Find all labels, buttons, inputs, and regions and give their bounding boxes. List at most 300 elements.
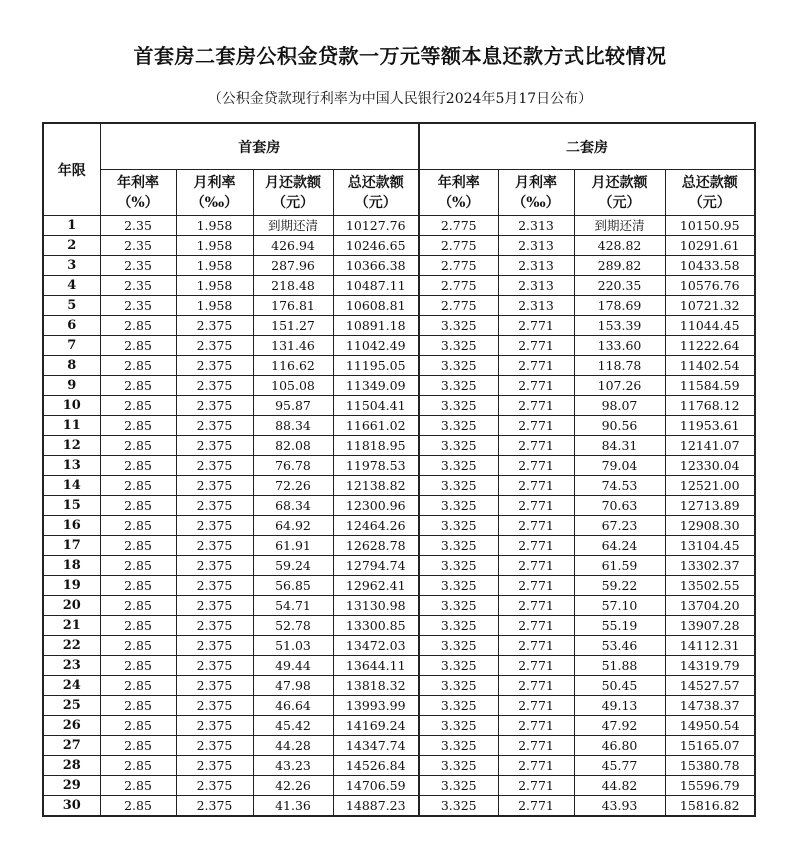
second-annual-rate-header: 年利率 （%）	[419, 170, 498, 216]
first-monthly-payment-cell: 52.78	[253, 616, 333, 636]
first-monthly-rate-cell: 2.375	[176, 356, 253, 376]
table-row	[43, 316, 755, 336]
second-annual-rate-cell: 3.325	[419, 596, 498, 616]
second-monthly-rate-cell: 2.771	[498, 316, 574, 336]
first-monthly-payment-cell: 59.24	[253, 556, 333, 576]
second-total-payment-cell: 12521.00	[665, 476, 755, 496]
first-annual-rate-header: 年利率 （%）	[100, 170, 176, 216]
second-monthly-rate-cell: 2.771	[498, 716, 574, 736]
second-annual-rate-cell: 3.325	[419, 736, 498, 756]
second-total-payment-cell: 14527.57	[665, 676, 755, 696]
second-annual-rate-cell: 2.775	[419, 276, 498, 296]
year-cell: 19	[43, 576, 100, 596]
second-monthly-payment-header: 月还款额 （元）	[574, 170, 665, 216]
year-cell: 30	[43, 796, 100, 817]
second-annual-rate-cell: 3.325	[419, 396, 498, 416]
table-row	[43, 256, 755, 276]
year-cell: 21	[43, 616, 100, 636]
second-total-payment-cell: 15596.79	[665, 776, 755, 796]
year-cell: 2	[43, 236, 100, 256]
first-annual-rate-cell: 2.85	[100, 456, 176, 476]
second-total-payment-cell: 10576.76	[665, 276, 755, 296]
second-total-payment-cell: 12713.89	[665, 496, 755, 516]
second-monthly-rate-cell: 2.771	[498, 676, 574, 696]
table-body	[43, 216, 755, 817]
first-total-payment-cell: 13993.99	[333, 696, 419, 716]
second-monthly-rate-cell: 2.771	[498, 496, 574, 516]
second-monthly-payment-cell: 107.26	[574, 376, 665, 396]
first-monthly-rate-cell: 2.375	[176, 696, 253, 716]
first-monthly-rate-cell: 2.375	[176, 676, 253, 696]
year-cell: 18	[43, 556, 100, 576]
first-monthly-payment-cell: 56.85	[253, 576, 333, 596]
first-total-payment-cell: 11042.49	[333, 336, 419, 356]
table-row	[43, 796, 755, 817]
first-total-payment-cell: 14347.74	[333, 736, 419, 756]
second-annual-rate-cell: 3.325	[419, 316, 498, 336]
first-monthly-payment-cell: 82.08	[253, 436, 333, 456]
table-row	[43, 736, 755, 756]
year-cell: 27	[43, 736, 100, 756]
table-row	[43, 436, 755, 456]
first-total-payment-cell: 10246.65	[333, 236, 419, 256]
second-annual-rate-cell: 3.325	[419, 676, 498, 696]
second-monthly-payment-cell: 133.60	[574, 336, 665, 356]
table-row	[43, 616, 755, 636]
first-monthly-rate-cell: 2.375	[176, 456, 253, 476]
second-annual-rate-cell: 3.325	[419, 416, 498, 436]
first-annual-rate-cell: 2.85	[100, 316, 176, 336]
first-monthly-rate-cell: 1.958	[176, 256, 253, 276]
table-row	[43, 396, 755, 416]
first-monthly-rate-cell: 1.958	[176, 276, 253, 296]
second-monthly-payment-cell: 55.19	[574, 616, 665, 636]
first-monthly-rate-cell: 2.375	[176, 756, 253, 776]
second-annual-rate-cell: 3.325	[419, 776, 498, 796]
second-monthly-payment-cell: 59.22	[574, 576, 665, 596]
second-annual-rate-cell: 3.325	[419, 636, 498, 656]
first-total-payment-cell: 12464.26	[333, 516, 419, 536]
first-monthly-rate-cell: 2.375	[176, 436, 253, 456]
first-monthly-rate-cell: 2.375	[176, 656, 253, 676]
table-row	[43, 776, 755, 796]
first-total-payment-cell: 14526.84	[333, 756, 419, 776]
first-monthly-payment-cell: 131.46	[253, 336, 333, 356]
first-total-payment-cell: 10891.18	[333, 316, 419, 336]
first-monthly-payment-cell: 42.26	[253, 776, 333, 796]
first-monthly-rate-cell: 1.958	[176, 296, 253, 316]
first-annual-rate-cell: 2.85	[100, 636, 176, 656]
first-monthly-rate-cell: 2.375	[176, 596, 253, 616]
year-cell: 23	[43, 656, 100, 676]
second-monthly-rate-cell: 2.771	[498, 756, 574, 776]
second-annual-rate-cell: 3.325	[419, 556, 498, 576]
first-monthly-payment-cell: 95.87	[253, 396, 333, 416]
first-monthly-rate-cell: 2.375	[176, 796, 253, 817]
first-annual-rate-cell: 2.85	[100, 476, 176, 496]
second-monthly-payment-cell: 53.46	[574, 636, 665, 656]
table-row	[43, 556, 755, 576]
second-monthly-rate-cell: 2.771	[498, 456, 574, 476]
second-annual-rate-cell: 2.775	[419, 216, 498, 236]
second-monthly-rate-header: 月利率 （‰）	[498, 170, 574, 216]
second-annual-rate-cell: 3.325	[419, 356, 498, 376]
year-cell: 5	[43, 296, 100, 316]
year-cell: 7	[43, 336, 100, 356]
second-total-payment-cell: 11044.45	[665, 316, 755, 336]
second-total-payment-cell: 13907.28	[665, 616, 755, 636]
second-monthly-payment-cell: 46.80	[574, 736, 665, 756]
first-monthly-rate-cell: 2.375	[176, 576, 253, 596]
first-annual-rate-cell: 2.35	[100, 256, 176, 276]
first-monthly-rate-cell: 1.958	[176, 216, 253, 236]
first-total-payment-cell: 12300.96	[333, 496, 419, 516]
first-annual-rate-cell: 2.85	[100, 796, 176, 817]
second-monthly-rate-cell: 2.771	[498, 576, 574, 596]
first-monthly-payment-cell: 54.71	[253, 596, 333, 616]
second-total-payment-cell: 15380.78	[665, 756, 755, 776]
first-monthly-payment-cell: 44.28	[253, 736, 333, 756]
second-monthly-payment-cell: 51.88	[574, 656, 665, 676]
first-total-payment-cell: 10127.76	[333, 216, 419, 236]
table-row	[43, 336, 755, 356]
first-annual-rate-cell: 2.35	[100, 236, 176, 256]
second-total-payment-cell: 12141.07	[665, 436, 755, 456]
first-monthly-rate-cell: 2.375	[176, 716, 253, 736]
second-total-payment-cell: 11768.12	[665, 396, 755, 416]
table-row	[43, 636, 755, 656]
first-monthly-payment-cell: 64.92	[253, 516, 333, 536]
first-monthly-payment-cell: 43.23	[253, 756, 333, 776]
first-total-payment-cell: 12962.41	[333, 576, 419, 596]
table-row	[43, 676, 755, 696]
table-row	[43, 536, 755, 556]
first-annual-rate-cell: 2.85	[100, 736, 176, 756]
second-annual-rate-cell: 3.325	[419, 436, 498, 456]
second-monthly-rate-cell: 2.771	[498, 516, 574, 536]
second-monthly-payment-cell: 178.69	[574, 296, 665, 316]
table-header	[43, 123, 755, 216]
first-total-payment-cell: 10366.38	[333, 256, 419, 276]
second-annual-rate-cell: 3.325	[419, 456, 498, 476]
first-monthly-rate-cell: 2.375	[176, 516, 253, 536]
second-monthly-payment-cell: 64.24	[574, 536, 665, 556]
second-monthly-rate-cell: 2.771	[498, 356, 574, 376]
first-annual-rate-cell: 2.85	[100, 616, 176, 636]
year-cell: 26	[43, 716, 100, 736]
first-total-payment-cell: 11661.02	[333, 416, 419, 436]
second-annual-rate-cell: 3.325	[419, 576, 498, 596]
first-total-payment-cell: 10608.81	[333, 296, 419, 316]
second-monthly-payment-cell: 98.07	[574, 396, 665, 416]
second-monthly-payment-cell: 79.04	[574, 456, 665, 476]
second-total-payment-cell: 13502.55	[665, 576, 755, 596]
table-row	[43, 236, 755, 256]
second-annual-rate-cell: 3.325	[419, 716, 498, 736]
second-monthly-rate-cell: 2.771	[498, 556, 574, 576]
table-row	[43, 296, 755, 316]
first-total-payment-cell: 10487.11	[333, 276, 419, 296]
first-total-payment-cell: 11349.09	[333, 376, 419, 396]
year-cell: 24	[43, 676, 100, 696]
first-annual-rate-cell: 2.85	[100, 576, 176, 596]
first-monthly-payment-cell: 218.48	[253, 276, 333, 296]
first-monthly-rate-cell: 2.375	[176, 556, 253, 576]
first-monthly-payment-cell: 41.36	[253, 796, 333, 817]
second-annual-rate-cell: 2.775	[419, 296, 498, 316]
first-monthly-rate-cell: 2.375	[176, 416, 253, 436]
table-row	[43, 696, 755, 716]
table-row	[43, 576, 755, 596]
first-annual-rate-cell: 2.85	[100, 696, 176, 716]
second-monthly-rate-cell: 2.771	[498, 616, 574, 636]
first-total-payment-cell: 13472.03	[333, 636, 419, 656]
second-monthly-rate-cell: 2.771	[498, 656, 574, 676]
first-monthly-payment-cell: 61.91	[253, 536, 333, 556]
first-monthly-payment-cell: 到期还清	[253, 216, 333, 236]
first-annual-rate-cell: 2.85	[100, 376, 176, 396]
year-cell: 29	[43, 776, 100, 796]
first-total-payment-cell: 14169.24	[333, 716, 419, 736]
first-monthly-rate-cell: 2.375	[176, 616, 253, 636]
document-subtitle: （公积金贷款现行利率为中国人民银行2024年5月17日公布）	[207, 91, 593, 107]
table-row	[43, 456, 755, 476]
second-total-payment-cell: 12330.04	[665, 456, 755, 476]
first-annual-rate-cell: 2.85	[100, 416, 176, 436]
second-monthly-payment-cell: 428.82	[574, 236, 665, 256]
first-annual-rate-cell: 2.85	[100, 656, 176, 676]
loan-comparison-table	[42, 122, 756, 817]
second-monthly-payment-cell: 45.77	[574, 756, 665, 776]
second-monthly-payment-cell: 67.23	[574, 516, 665, 536]
first-annual-rate-cell: 2.85	[100, 336, 176, 356]
second-monthly-payment-cell: 50.45	[574, 676, 665, 696]
second-monthly-rate-cell: 2.771	[498, 796, 574, 817]
table-row	[43, 376, 755, 396]
document-title: 首套房二套房公积金贷款一万元等额本息还款方式比较情况	[133, 44, 667, 68]
first-monthly-payment-cell: 68.34	[253, 496, 333, 516]
year-column-header: 年限	[43, 123, 100, 216]
year-cell: 9	[43, 376, 100, 396]
second-total-payment-cell: 10721.32	[665, 296, 755, 316]
second-total-payment-cell: 15165.07	[665, 736, 755, 756]
year-cell: 1	[43, 216, 100, 236]
first-total-payment-cell: 14887.23	[333, 796, 419, 817]
first-monthly-rate-cell: 2.375	[176, 536, 253, 556]
first-monthly-payment-cell: 426.94	[253, 236, 333, 256]
year-cell: 15	[43, 496, 100, 516]
first-total-payment-cell: 13300.85	[333, 616, 419, 636]
first-monthly-payment-cell: 287.96	[253, 256, 333, 276]
year-cell: 8	[43, 356, 100, 376]
year-cell: 28	[43, 756, 100, 776]
second-monthly-rate-cell: 2.771	[498, 396, 574, 416]
first-annual-rate-cell: 2.35	[100, 296, 176, 316]
second-monthly-rate-cell: 2.313	[498, 256, 574, 276]
first-total-payment-cell: 12794.74	[333, 556, 419, 576]
second-monthly-payment-cell: 61.59	[574, 556, 665, 576]
year-cell: 25	[43, 696, 100, 716]
second-monthly-rate-cell: 2.313	[498, 216, 574, 236]
first-monthly-rate-cell: 2.375	[176, 636, 253, 656]
first-monthly-payment-cell: 45.42	[253, 716, 333, 736]
second-annual-rate-cell: 3.325	[419, 496, 498, 516]
second-annual-rate-cell: 3.325	[419, 476, 498, 496]
first-total-payment-cell: 11978.53	[333, 456, 419, 476]
second-total-payment-cell: 14738.37	[665, 696, 755, 716]
second-monthly-payment-cell: 153.39	[574, 316, 665, 336]
second-monthly-rate-cell: 2.313	[498, 236, 574, 256]
second-monthly-payment-cell: 70.63	[574, 496, 665, 516]
table-row	[43, 716, 755, 736]
year-cell: 3	[43, 256, 100, 276]
second-annual-rate-cell: 3.325	[419, 756, 498, 776]
table-row	[43, 276, 755, 296]
first-monthly-rate-cell: 2.375	[176, 776, 253, 796]
year-cell: 14	[43, 476, 100, 496]
year-cell: 17	[43, 536, 100, 556]
second-monthly-rate-cell: 2.771	[498, 696, 574, 716]
first-total-payment-cell: 11504.41	[333, 396, 419, 416]
second-total-payment-cell: 13104.45	[665, 536, 755, 556]
second-total-payment-cell: 14950.54	[665, 716, 755, 736]
table-row	[43, 656, 755, 676]
first-monthly-rate-cell: 1.958	[176, 236, 253, 256]
second-monthly-rate-cell: 2.313	[498, 296, 574, 316]
second-monthly-rate-cell: 2.771	[498, 476, 574, 496]
year-cell: 12	[43, 436, 100, 456]
second-monthly-payment-cell: 118.78	[574, 356, 665, 376]
first-total-payment-header: 总还款额 （元）	[333, 170, 419, 216]
second-monthly-rate-cell: 2.771	[498, 536, 574, 556]
second-total-payment-cell: 14319.79	[665, 656, 755, 676]
first-monthly-rate-cell: 2.375	[176, 396, 253, 416]
first-monthly-payment-cell: 72.26	[253, 476, 333, 496]
second-monthly-payment-cell: 49.13	[574, 696, 665, 716]
first-monthly-payment-cell: 151.27	[253, 316, 333, 336]
first-annual-rate-cell: 2.85	[100, 596, 176, 616]
header-sub-row	[43, 170, 755, 216]
first-annual-rate-cell: 2.85	[100, 716, 176, 736]
second-monthly-rate-cell: 2.771	[498, 596, 574, 616]
table-row	[43, 496, 755, 516]
second-monthly-payment-cell: 220.35	[574, 276, 665, 296]
table-row	[43, 596, 755, 616]
first-annual-rate-cell: 2.85	[100, 436, 176, 456]
second-total-payment-cell: 15816.82	[665, 796, 755, 817]
table-row	[43, 216, 755, 236]
second-annual-rate-cell: 3.325	[419, 616, 498, 636]
first-total-payment-cell: 12138.82	[333, 476, 419, 496]
second-total-payment-header: 总还款额 （元）	[665, 170, 755, 216]
year-cell: 16	[43, 516, 100, 536]
table-row	[43, 416, 755, 436]
first-monthly-payment-cell: 116.62	[253, 356, 333, 376]
first-monthly-rate-cell: 2.375	[176, 476, 253, 496]
first-monthly-rate-header: 月利率 （‰）	[176, 170, 253, 216]
second-monthly-rate-cell: 2.771	[498, 436, 574, 456]
second-monthly-payment-cell: 44.82	[574, 776, 665, 796]
first-annual-rate-cell: 2.85	[100, 556, 176, 576]
second-annual-rate-cell: 2.775	[419, 236, 498, 256]
year-cell: 22	[43, 636, 100, 656]
table-row	[43, 756, 755, 776]
first-home-header: 首套房	[100, 123, 419, 170]
second-total-payment-cell: 11402.54	[665, 356, 755, 376]
second-monthly-payment-cell: 289.82	[574, 256, 665, 276]
first-monthly-rate-cell: 2.375	[176, 336, 253, 356]
second-monthly-rate-cell: 2.771	[498, 336, 574, 356]
second-monthly-payment-cell: 74.53	[574, 476, 665, 496]
second-monthly-rate-cell: 2.771	[498, 636, 574, 656]
second-monthly-rate-cell: 2.771	[498, 376, 574, 396]
year-cell: 13	[43, 456, 100, 476]
first-annual-rate-cell: 2.85	[100, 756, 176, 776]
first-monthly-payment-header: 月还款额 （元）	[253, 170, 333, 216]
year-cell: 6	[43, 316, 100, 336]
second-home-header: 二套房	[419, 123, 755, 170]
second-annual-rate-cell: 3.325	[419, 696, 498, 716]
first-monthly-rate-cell: 2.375	[176, 736, 253, 756]
first-monthly-payment-cell: 176.81	[253, 296, 333, 316]
first-monthly-payment-cell: 105.08	[253, 376, 333, 396]
first-monthly-rate-cell: 2.375	[176, 376, 253, 396]
second-annual-rate-cell: 3.325	[419, 796, 498, 817]
second-total-payment-cell: 13302.37	[665, 556, 755, 576]
first-annual-rate-cell: 2.85	[100, 536, 176, 556]
first-annual-rate-cell: 2.85	[100, 356, 176, 376]
first-total-payment-cell: 11818.95	[333, 436, 419, 456]
second-total-payment-cell: 12908.30	[665, 516, 755, 536]
second-monthly-rate-cell: 2.313	[498, 276, 574, 296]
first-annual-rate-cell: 2.85	[100, 776, 176, 796]
first-annual-rate-cell: 2.85	[100, 676, 176, 696]
second-total-payment-cell: 10433.58	[665, 256, 755, 276]
second-total-payment-cell: 13704.20	[665, 596, 755, 616]
header-group-row	[43, 123, 755, 170]
first-total-payment-cell: 11195.05	[333, 356, 419, 376]
second-monthly-payment-cell: 90.56	[574, 416, 665, 436]
first-annual-rate-cell: 2.35	[100, 276, 176, 296]
second-monthly-payment-cell: 57.10	[574, 596, 665, 616]
year-cell: 4	[43, 276, 100, 296]
table-row	[43, 476, 755, 496]
first-annual-rate-cell: 2.85	[100, 396, 176, 416]
first-annual-rate-cell: 2.85	[100, 516, 176, 536]
second-monthly-payment-cell: 47.92	[574, 716, 665, 736]
second-total-payment-cell: 14112.31	[665, 636, 755, 656]
second-annual-rate-cell: 3.325	[419, 376, 498, 396]
table-row	[43, 516, 755, 536]
first-annual-rate-cell: 2.85	[100, 496, 176, 516]
first-monthly-payment-cell: 47.98	[253, 676, 333, 696]
second-annual-rate-cell: 3.325	[419, 516, 498, 536]
second-monthly-rate-cell: 2.771	[498, 736, 574, 756]
second-total-payment-cell: 10150.95	[665, 216, 755, 236]
second-monthly-payment-cell: 43.93	[574, 796, 665, 817]
first-monthly-rate-cell: 2.375	[176, 496, 253, 516]
second-annual-rate-cell: 3.325	[419, 336, 498, 356]
first-total-payment-cell: 13130.98	[333, 596, 419, 616]
year-cell: 20	[43, 596, 100, 616]
first-monthly-payment-cell: 51.03	[253, 636, 333, 656]
second-annual-rate-cell: 2.775	[419, 256, 498, 276]
first-total-payment-cell: 13644.11	[333, 656, 419, 676]
second-total-payment-cell: 10291.61	[665, 236, 755, 256]
second-total-payment-cell: 11222.64	[665, 336, 755, 356]
second-annual-rate-cell: 3.325	[419, 656, 498, 676]
second-annual-rate-cell: 3.325	[419, 536, 498, 556]
